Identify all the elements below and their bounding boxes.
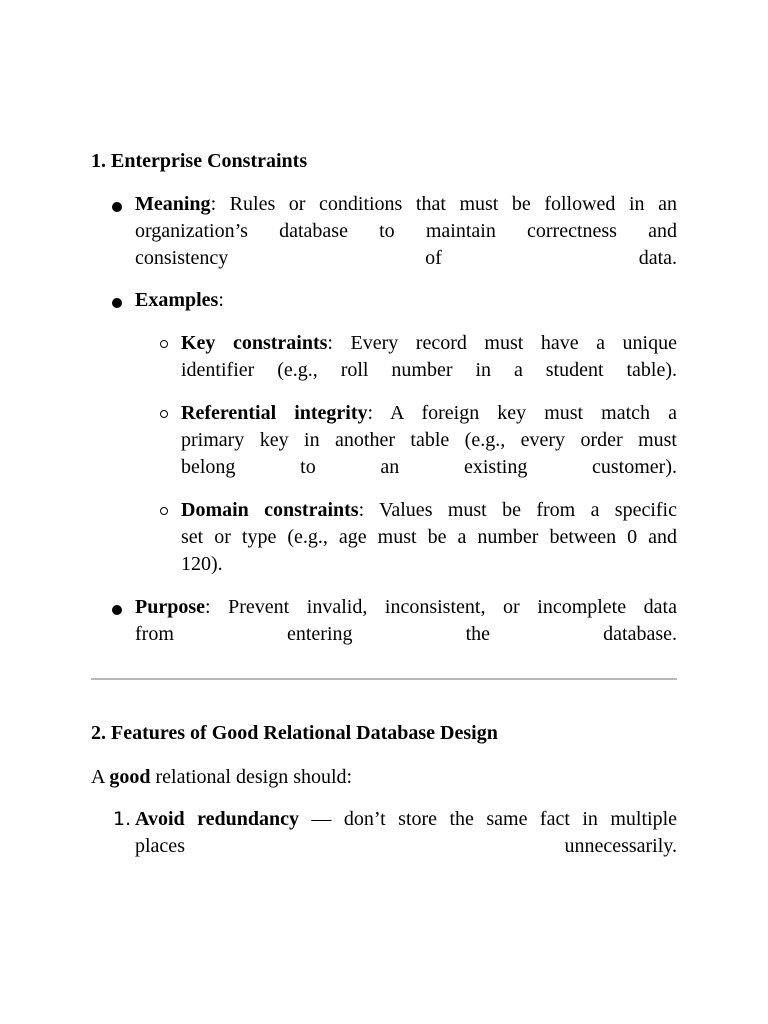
numbered-item-line-1: Avoid redundancy — don’t store the same fact in multiple [135, 808, 678, 830]
example-key-constraints-line-2: identifier (e.g., roll number in a student table). [181, 359, 677, 381]
circle-bullet-icon [160, 507, 168, 515]
bullet-dot-icon [112, 298, 122, 308]
intro-paragraph: A good relational design should: [91, 766, 353, 788]
list-number: 1. [113, 808, 132, 830]
bullet-meaning-line-1: Meaning: Rules or conditions that must be followed in an [135, 193, 677, 215]
example-domain-constraints-line-1: Domain constraints: Values must be from a specific [181, 499, 677, 521]
circle-bullet-icon [160, 340, 168, 348]
term-key-constraints: Key constraints [181, 332, 328, 354]
bullet-purpose [135, 594, 677, 648]
numbered-item-avoid-redundancy [113, 806, 678, 860]
bullet-meaning-line-3: consistency of data. [135, 247, 677, 269]
bullet-meaning [135, 191, 677, 272]
example-domain-constraints [181, 497, 677, 578]
term-domain-constraints: Domain constraints [181, 499, 359, 521]
bullet-dot-icon [112, 202, 122, 212]
example-key-constraints [181, 330, 677, 384]
bullet-purpose-line-1: Purpose: Prevent invalid, inconsistent, or incomplete data [135, 596, 677, 618]
term-examples: Examples [135, 289, 219, 311]
example-referential-integrity-line-3: belong to an existing customer). [181, 456, 677, 478]
term-referential-integrity: Referential integrity [181, 402, 368, 424]
example-domain-constraints-line-2: set or type (e.g., age must be a number between 0 and [181, 526, 677, 548]
bullet-purpose-line-2: from entering the database. [135, 623, 677, 645]
example-referential-integrity-line-1: Referential integrity: A foreign key must match a [181, 402, 677, 424]
example-key-constraints-line-1: Key constraints: Every record must have a unique [181, 332, 677, 354]
term-avoid-redundancy: Avoid redundancy [135, 808, 299, 830]
example-referential-integrity-line-2: primary key in another table (e.g., every order must [181, 429, 677, 451]
bullet-examples [135, 287, 677, 314]
term-meaning: Meaning [135, 193, 211, 215]
circle-bullet-icon [160, 410, 168, 418]
section-heading-good-design: 2. Features of Good Relational Database Design [91, 722, 498, 744]
bullet-dot-icon [112, 605, 122, 615]
bullet-examples-line: Examples: [135, 289, 224, 311]
document-page [91, 146, 678, 857]
bullet-meaning-line-2: organization’s database to maintain correctness and [135, 220, 677, 242]
section-divider [91, 678, 677, 680]
example-domain-constraints-line-3: 120). [181, 553, 223, 575]
intro-bold-good: good [109, 766, 151, 788]
numbered-item-line-2: places unnecessarily. [135, 835, 677, 857]
example-referential-integrity [181, 400, 677, 481]
term-purpose: Purpose [135, 596, 205, 618]
section-heading-enterprise-constraints: 1. Enterprise Constraints [91, 150, 308, 172]
